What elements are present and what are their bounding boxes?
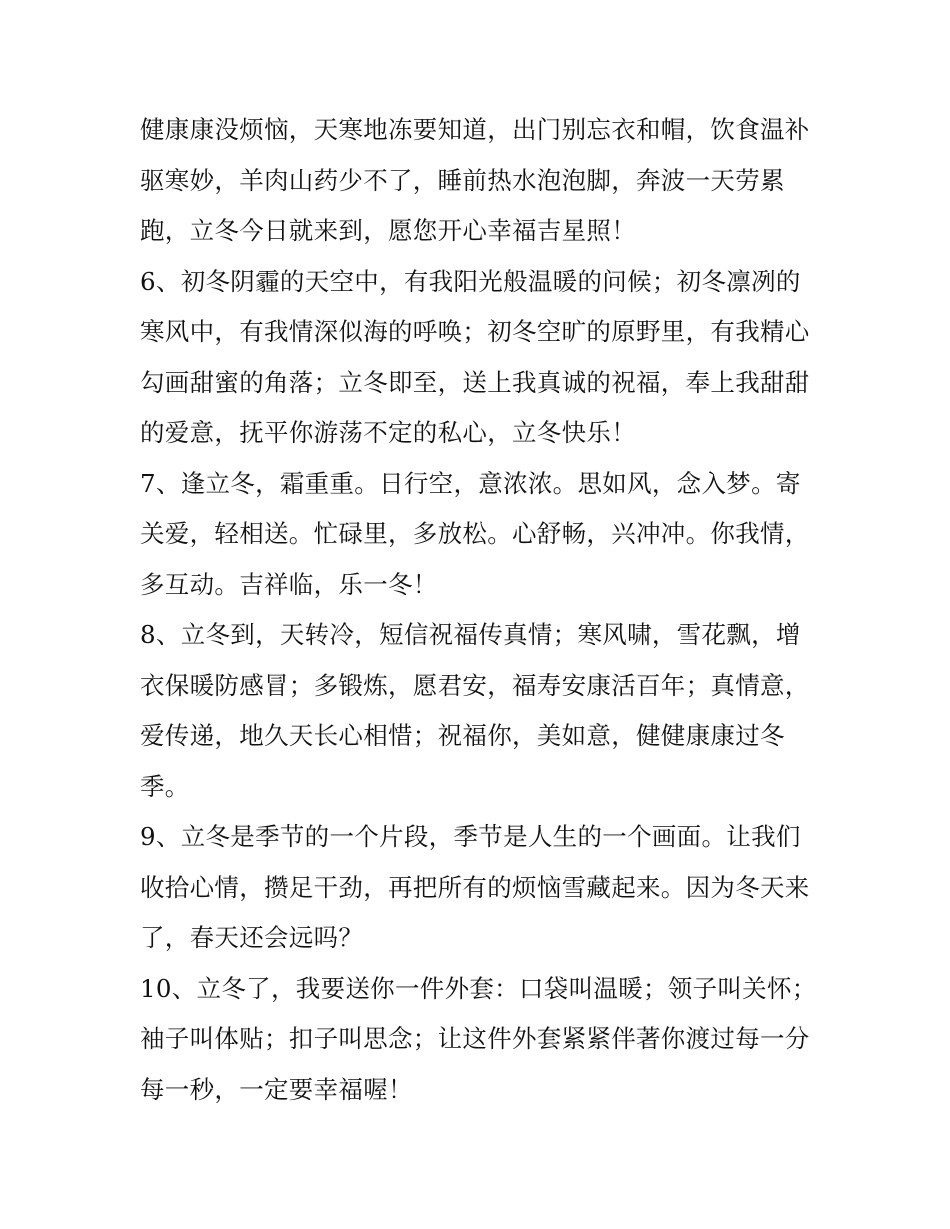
text-line: 勾画甜蜜的角落；立冬即至，送上我真诚的祝福，奉上我甜甜 (140, 368, 810, 397)
text-line: 驱寒妙，羊肉山药少不了，睡前热水泡泡脚，奔波一天劳累 (140, 166, 785, 195)
text-line: 多互动。吉祥临，乐一冬！ (140, 570, 438, 599)
text-line: 寒风中，有我情深似海的呼唤；初冬空旷的原野里，有我精心 (140, 317, 810, 346)
text-line: 每一秒，一定要幸福喔！ (140, 1075, 413, 1104)
text-line: 6、初冬阴霾的天空中，有我阳光般温暖的问候；初冬凛冽的 (140, 267, 801, 296)
text-line: 健康康没烦恼，天寒地冻要知道，出门别忘衣和帽，饮食温补 (140, 115, 810, 144)
text-line: 关爱，轻相送。忙碌里，多放松。心舒畅，兴冲冲。你我情， (140, 519, 810, 548)
text-line: 的爱意，抚平你游荡不定的私心，立冬快乐！ (140, 418, 636, 447)
text-line: 衣保暖防感冒；多锻炼，愿君安，福寿安康活百年；真情意， (140, 671, 810, 700)
text-line: 季。 (140, 772, 190, 801)
text-line: 7、逢立冬，霜重重。日行空，意浓浓。思如风，念入梦。寄 (140, 469, 801, 498)
text-line: 袖子叫体贴；扣子叫思念；让这件外套紧紧伴著你渡过每一分 (140, 1024, 810, 1053)
text-line: 跑，立冬今日就来到，愿您开心幸福吉星照！ (140, 216, 636, 245)
text-line: 10、立冬了，我要送你一件外套：口袋叫温暖；领子叫关怀； (140, 974, 817, 1003)
text-line: 9、立冬是季节的一个片段，季节是人生的一个画面。让我们 (140, 822, 801, 851)
text-line: 收拾心情，攒足干劲，再把所有的烦恼雪藏起来。因为冬天来 (140, 873, 810, 902)
text-line: 8、立冬到，天转冷，短信祝福传真情；寒风啸，雪花飘，增 (140, 620, 801, 649)
text-line: 爱传递，地久天长心相惜；祝福你，美如意，健健康康过冬 (140, 721, 785, 750)
text-line: 了，春天还会远吗？ (140, 923, 364, 952)
